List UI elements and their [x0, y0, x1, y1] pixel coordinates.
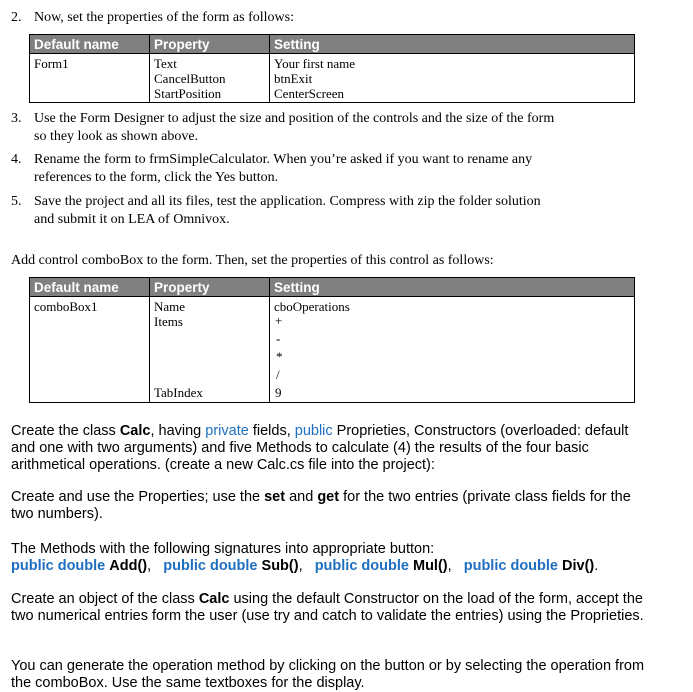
- p1-text-2: , having: [150, 423, 206, 439]
- p4-text-2: using the default Constructor on the load of the form, accept the two numerical entries form the user (use try and catch to validate the entries) using the Proprieties.: [11, 591, 644, 624]
- p1-text-3: fields,: [248, 423, 295, 439]
- method-add: Add(): [109, 558, 148, 574]
- p2-get: get: [317, 489, 340, 505]
- item-plus: +: [275, 313, 283, 328]
- property-name: Name: [154, 299, 186, 314]
- setting-text: Your first name: [274, 56, 356, 71]
- cell-settings: [270, 297, 635, 403]
- method-signatures: public double Add(), public double Sub(), public double Mul(), public double Div().: [11, 558, 599, 574]
- p1-text-1: Create the class: [11, 423, 120, 439]
- table-row: [30, 297, 635, 403]
- item-multiply: *: [276, 349, 283, 364]
- method-sub: Sub(): [261, 558, 299, 574]
- p4-calc: Calc: [198, 591, 230, 607]
- table-header-row: [30, 278, 635, 297]
- cell-default-name: comboBox1: [30, 297, 150, 403]
- step-4-text: Rename the form to frmSimpleCalculator. When you’re asked if you want to rename any references to the form, click the Yes button.: [34, 152, 533, 185]
- property-startposition: StartPosition: [154, 86, 222, 101]
- property-text: Text: [154, 56, 177, 71]
- add-combobox-text: Add control comboBox to the form. Then, set the properties of this control as follows:: [11, 253, 494, 268]
- cell-properties: [150, 54, 270, 103]
- step-2-text: Now, set the properties of the form as follows:: [34, 10, 294, 25]
- setting-startposition: CenterScreen: [274, 86, 345, 101]
- property-cancelbutton: CancelButton: [154, 71, 226, 86]
- p2-text-3: for the two entries (private class fields for the two numbers).: [11, 489, 631, 522]
- header-setting: Setting: [270, 278, 635, 297]
- p1-public: public: [294, 423, 333, 439]
- paragraph-methods: [11, 541, 651, 575]
- form-properties-table: [29, 34, 635, 103]
- paragraph-generate: You can generate the operation method by clicking on the button or by selecting the operation from the comboBox. Use the same textboxes for the display.: [11, 658, 645, 691]
- step-5-number: 5.: [11, 194, 22, 209]
- combobox-properties-table: [29, 277, 635, 403]
- property-tabindex: TabIndex: [154, 385, 203, 400]
- step-4-number: 4.: [11, 152, 22, 167]
- cell-settings: [270, 54, 635, 103]
- paragraph-create-object: [11, 591, 651, 625]
- sep-2: ,: [298, 558, 303, 574]
- step-3-text: Use the Form Designer to adjust the size and position of the controls and the size of the form so they look as shown above.: [34, 111, 555, 144]
- setting-tabindex: 9: [275, 385, 282, 400]
- type-add: public double: [11, 558, 106, 574]
- header-default-name: Default name: [30, 35, 150, 54]
- p2-set: set: [264, 489, 286, 505]
- setting-cancelbutton: btnExit: [274, 71, 313, 86]
- header-property: Property: [150, 278, 270, 297]
- table-header-row: [30, 35, 635, 54]
- p1-calc: Calc: [119, 423, 151, 439]
- paragraph-properties: [11, 489, 631, 523]
- method-div: Div(): [562, 558, 595, 574]
- p2-text-2: and: [285, 489, 318, 505]
- method-mul: Mul(): [412, 558, 448, 574]
- p4-text-1: Create an object of the class: [11, 591, 199, 607]
- item-minus: -: [276, 331, 281, 346]
- sep-1: ,: [147, 558, 152, 574]
- type-div: public double: [463, 558, 558, 574]
- p3-intro: The Methods with the following signatures into appropriate button:: [11, 541, 435, 557]
- type-sub: public double: [163, 558, 258, 574]
- p2-text-1: Create and use the Properties; use the: [11, 489, 265, 505]
- cell-default-name: Form1: [30, 54, 150, 103]
- paragraph-create-class: [11, 423, 651, 474]
- step-2-number: 2.: [11, 10, 22, 25]
- setting-name: cboOperations: [274, 299, 350, 314]
- table-row: [30, 54, 635, 103]
- property-items: Items: [154, 314, 183, 329]
- item-divide: /: [276, 367, 280, 382]
- step-5-text: Save the project and all its files, test the application. Compress with zip the folder solution and submit it on LEA of Omnivox.: [34, 194, 541, 227]
- header-property: Property: [150, 35, 270, 54]
- cell-properties: [150, 297, 270, 403]
- p1-private: private: [205, 423, 249, 439]
- p1-text-4: Proprieties, Constructors (overloaded: default and one with two arguments) and five Methods to calculate (4) the results of the four basic arithmetical operations. (create a new Calc.cs file into the project):: [11, 423, 629, 473]
- header-setting: Setting: [270, 35, 635, 54]
- sep-3: ,: [447, 558, 452, 574]
- step-3-number: 3.: [11, 111, 22, 126]
- header-default-name: Default name: [30, 278, 150, 297]
- type-mul: public double: [314, 558, 409, 574]
